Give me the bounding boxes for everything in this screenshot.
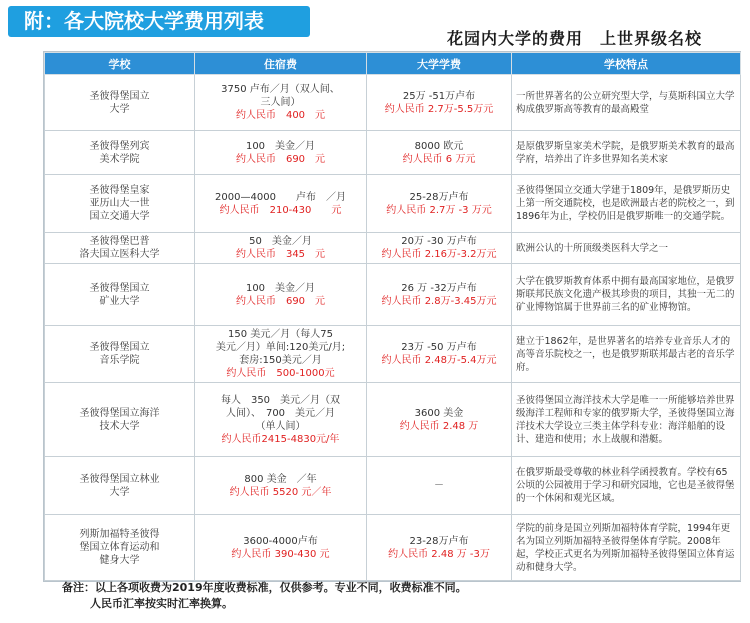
accommodation-cell: [195, 264, 367, 326]
table-header-row: [45, 53, 741, 75]
tuition-rmb: 约人民币 6 万元: [402, 153, 476, 165]
features-cell: 建立于1862年，是世界著名的培养专业音乐人才的高等音乐院校之一，也是俄罗斯联邦最古老的音乐学府。: [512, 326, 741, 383]
table-row: [45, 233, 741, 264]
tuition-cell: [367, 131, 512, 175]
table-row: [45, 264, 741, 326]
school-name-line: 音乐学院: [99, 355, 140, 366]
accommodation-line: 美元／月）单间:120美元/月;: [215, 342, 346, 353]
page-title: 附：各大院校大学费用列表: [24, 9, 264, 33]
school-name-line: 大学: [109, 103, 130, 115]
school-name-line: 技术大学: [99, 420, 140, 432]
accommodation-rmb: 约人民币 690 元: [235, 153, 326, 165]
accommodation-rmb: 约人民币 690 元: [235, 295, 326, 307]
accommodation-rmb: 约人民币2415-4830元/年: [221, 433, 340, 445]
school-name-line: 圣彼得堡国立海洋: [79, 407, 160, 419]
accommodation-line: 50 美金／月: [249, 236, 312, 247]
school-name-line: 圣彼得堡列宾: [89, 140, 150, 152]
features-cell: 一所世界著名的公立研究型大学，与莫斯科国立大学构成俄罗斯高等教育的最高殿堂: [512, 75, 741, 131]
school-name-line: 堡国立体育运动和: [79, 542, 160, 553]
tuition-cell: [367, 233, 512, 264]
footnote-line-2: 人民币汇率按实时汇率换算。: [90, 597, 233, 610]
accommodation-line: 100 美金／月: [245, 282, 316, 294]
fee-table-container: [43, 51, 741, 582]
accommodation-cell: [195, 383, 367, 457]
school-name-line: 列斯加福特圣彼得: [79, 529, 160, 540]
features-cell: 大学在俄罗斯教育体系中拥有最高国家地位，是俄罗斯联邦民族文化遗产极其珍贵的项目，其独一无二的矿业博物馆属于世界前三名的矿业博物馆。: [512, 264, 741, 326]
tuition-line: 20万 -30 万卢布: [401, 236, 477, 247]
school-name-line: 圣彼得堡国立: [89, 342, 150, 353]
tuition-rmb: 约人民币 2.7万 -3 万元: [386, 204, 492, 216]
features-cell: 是原俄罗斯皇家美术学院，是俄罗斯美术教育的最高学府，培养出了许多世界知名美术家: [512, 131, 741, 175]
tuition-rmb: 约人民币 2.48 万 -3万: [388, 548, 490, 560]
header-accommodation: 住宿费: [195, 53, 367, 75]
tuition-cell: [367, 515, 512, 581]
tuition-line: －: [434, 480, 444, 491]
accommodation-rmb: 约人民币 210-430 元: [219, 204, 342, 216]
tuition-cell: [367, 75, 512, 131]
tuition-line: 25-28万卢布: [409, 191, 469, 203]
tuition-line: 25万 -51万卢布: [402, 90, 476, 102]
tuition-rmb: 约人民币 2.48万-5.4万元: [381, 355, 497, 366]
accommodation-cell: [195, 326, 367, 383]
accommodation-rmb: 约人民币 345 元: [235, 249, 326, 260]
accommodation-rmb: 约人民币 390-430 元: [231, 548, 330, 560]
school-name-line: 大学: [109, 486, 130, 498]
school-name-cell: [45, 75, 195, 131]
accommodation-cell: [195, 515, 367, 581]
accommodation-line: 100 美金／月: [245, 140, 316, 152]
school-name-cell: [45, 515, 195, 581]
accommodation-rmb: 约人民币 5520 元／年: [229, 486, 332, 498]
fee-table: [44, 52, 741, 581]
school-name-line: 健身大学: [99, 555, 140, 566]
tuition-line: 23-28万卢布: [409, 535, 469, 547]
table-row: [45, 457, 741, 515]
school-name-line: 亚历山大一世: [89, 198, 150, 209]
tuition-cell: [367, 175, 512, 233]
accommodation-cell: [195, 175, 367, 233]
features-cell: 在俄罗斯最受尊敬的林业科学函授教育。学校有65公顷的公园被用于学习和研究园地，它也是圣彼得堡的一个休闲和观光区域。: [512, 457, 741, 515]
accommodation-line: 150 美元／月（每人75: [228, 329, 333, 340]
accommodation-line: 2000—4000 卢布 ／月: [215, 191, 346, 203]
accommodation-line: 3600-4000卢布: [243, 535, 318, 547]
accommodation-line: 800 美金 ／年: [244, 473, 317, 485]
accommodation-line: 3750 卢布／月（双人间、: [221, 84, 340, 95]
accommodation-cell: [195, 131, 367, 175]
tuition-line: 3600 美金: [414, 407, 464, 419]
school-name-cell: [45, 233, 195, 264]
accommodation-cell: [195, 233, 367, 264]
school-name-cell: [45, 131, 195, 175]
features-cell: 圣彼得堡国立海洋技术大学是唯一一所能够培养世界级海洋工程师和专家的俄罗斯大学，圣彼得堡国立海洋技术大学设立三类主体学科专业：海洋船舶的设计、建造和使用；水上战舰和潜艇。: [512, 383, 741, 457]
school-name-line: 圣彼得堡国立林业: [79, 473, 160, 485]
tuition-line: 23万 -50 万卢布: [401, 342, 477, 353]
table-row: [45, 131, 741, 175]
tuition-line: 8000 欧元: [414, 140, 464, 152]
header-tuition: 大学学费: [367, 53, 512, 75]
accommodation-cell: [195, 75, 367, 131]
accommodation-line: 三人间）: [260, 97, 301, 108]
school-name-cell: [45, 264, 195, 326]
accommodation-line: 每人 350 美元／月（双: [220, 394, 341, 406]
tuition-rmb: 约人民币 2.48 万: [399, 420, 479, 432]
tuition-cell: [367, 264, 512, 326]
tuition-rmb: 约人民币 2.7万-5.5万元: [384, 103, 494, 115]
school-name-cell: [45, 457, 195, 515]
footnote: [62, 580, 732, 612]
tuition-cell: [367, 326, 512, 383]
features-cell: 圣彼得堡国立交通大学建于1809年，是俄罗斯历史上第一所交通院校，也是欧洲最古老的院校之一，到1896年为止，学校仍旧是俄罗斯唯一的交通学院。: [512, 175, 741, 233]
school-name-cell: [45, 175, 195, 233]
tuition-rmb: 约人民币 2.8万-3.45万元: [381, 295, 497, 307]
accommodation-rmb: 约人民币 500-1000元: [226, 368, 335, 379]
school-name-line: 圣彼得堡巴普: [89, 236, 150, 247]
tuition-cell: [367, 457, 512, 515]
school-name-line: 美术学院: [99, 153, 140, 165]
school-name-line: 矿业大学: [99, 295, 140, 307]
tuition-cell: [367, 383, 512, 457]
table-row: [45, 175, 741, 233]
title-banner: [8, 6, 310, 37]
accommodation-line: 套房:150美元／月: [239, 355, 322, 366]
accommodation-rmb: 约人民币 400 元: [235, 110, 326, 121]
accommodation-line: （单人间）: [255, 420, 306, 432]
features-cell: 学院的前身是国立列斯加福特体育学院，1994年更名为国立列斯加福特圣彼得堡体育学院。2008年起，学校正式更名为列斯加福特圣彼得堡国立体育运动和健身大学。: [512, 515, 741, 581]
school-name-cell: [45, 326, 195, 383]
footnote-line-1: 备注：以上各项收费为2019年度收费标准，仅供参考。专业不同，收费标准不同。: [62, 581, 467, 594]
school-name-line: 洛夫国立医科大学: [79, 249, 160, 260]
slogan-text: 花园内大学的费用 上世界级名校: [447, 29, 703, 48]
table-row: [45, 515, 741, 581]
table-row: [45, 75, 741, 131]
school-name-line: 圣彼得堡国立: [89, 90, 150, 102]
school-name-line: 圣彼得堡皇家: [89, 185, 150, 196]
tuition-rmb: 约人民币 2.16万-3.2万元: [381, 249, 497, 260]
school-name-line: 国立交通大学: [89, 211, 150, 222]
school-name-line: 圣彼得堡国立: [89, 282, 150, 294]
table-row: [45, 383, 741, 457]
accommodation-cell: [195, 457, 367, 515]
tuition-line: 26 万 -32万卢布: [401, 282, 477, 294]
school-name-cell: [45, 383, 195, 457]
accommodation-line: 人间）、 700 美元／月: [225, 407, 336, 419]
table-row: [45, 326, 741, 383]
features-cell: 欧洲公认的十所顶级类医科大学之一: [512, 233, 741, 264]
header-features: 学校特点: [512, 53, 741, 75]
header-school: 学校: [45, 53, 195, 75]
